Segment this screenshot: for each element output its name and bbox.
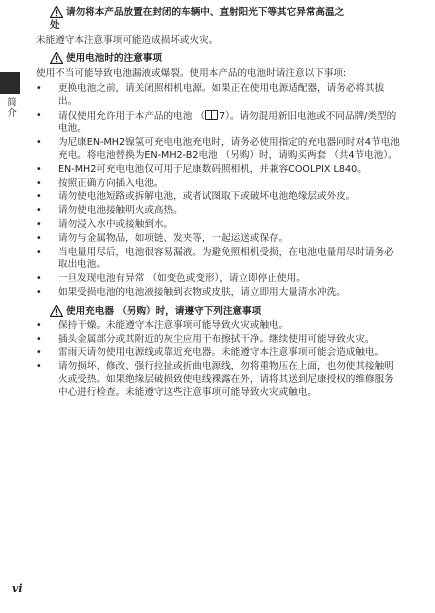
warning-heading-high-temperature: [36, 6, 400, 32]
warning-triangle-icon: [50, 6, 63, 18]
page-content: [36, 6, 400, 404]
list-item: • 为尼康EN-MH2镍氢可充电电池充电时，请务必使用指定的充电器同时对4节电池充电。将电池替换为EN-MH2-B2电池 （另购）时，请购买两套 （共4节电池）。: [36, 137, 400, 163]
list-item: • 请勿损坏、修改、强行拉扯或折曲电源线，勿将重物压在上面，也勿使其接触明火或受热。如果绝缘层破损致使电线裸露在外，请将其送到尼康授权的维修服务中心进行检查。未能遵守这些注意事项可能导致火灾或触电。: [36, 361, 400, 399]
battery-precautions-list: [36, 83, 400, 300]
list-item: • 更换电池之前，请关闭照相机电源。如果正在使用电源适配器，请务必将其拔出。: [36, 83, 400, 109]
bullet-text: 请仅使用允许用于本产品的电池 （: [58, 110, 205, 122]
list-item: • 请勿使电池接触明火或高热。: [36, 205, 400, 218]
charger-heading-text: 使用充电器 （另购）时，请遵守下列注意事项: [66, 305, 262, 317]
warning-triangle-icon: [50, 52, 63, 64]
battery-intro: 使用不当可能导致电池漏液或爆裂。使用本产品的电池时请注意以下事项:: [36, 68, 347, 79]
section-tab-marker: [0, 72, 20, 94]
list-item: • 请勿与金属物品，如项链、发夹等，一起运送或保存。: [36, 233, 400, 246]
heading-line-1: 请勿将本产品放置在封闭的车辆中、直射阳光下等其它异常高温之: [66, 7, 345, 18]
warning-heading-battery: [36, 52, 400, 65]
list-item: [36, 110, 400, 137]
list-item: • EN-MH2可充电电池仅可用于尼康数码照相机，并兼容COOLPIX L840。: [36, 164, 400, 177]
warning-heading-charger: [36, 305, 400, 318]
list-item: • 保持干燥。未能遵守本注意事项可能导致火灾或触电。: [36, 320, 400, 333]
charger-precautions-list: [36, 320, 400, 400]
book-reference-icon: [205, 110, 218, 120]
page-reference: 7: [218, 110, 226, 122]
page-number: vi: [12, 582, 23, 595]
heading-line-2: 处: [50, 20, 60, 31]
list-item: • 当电量用尽后，电池很容易漏液。为避免照相机受损，在电池电量用尽时请务必取出电池。: [36, 247, 400, 273]
list-item: • 请勿使电池短路或拆解电池，或者试图取下或破坏电池绝缘层或外皮。: [36, 191, 400, 204]
list-item: • 如果受损电池的电池液接触到衣物或皮肤，请立即用大量清水冲洗。: [36, 287, 400, 300]
warning-triangle-icon: [50, 305, 63, 317]
list-item: • 雷雨天请勿使用电源线或靠近充电器。未能遵守本注意事项可能会造成触电。: [36, 347, 400, 360]
list-item: • 插头金属部分或其附近的灰尘应用干布擦拭干净。继续使用可能导致火灾。: [36, 334, 400, 347]
bullet-text-tail: ）。请勿混用新旧电池或不同品牌/类型的电池。: [58, 110, 397, 135]
high-temperature-body: 未能遵守本注意事项可能造成损坏或火灾。: [36, 35, 219, 46]
list-item: • 一旦发现电池有异常 （如变色或变形），请立即停止使用。: [36, 273, 400, 286]
section-tab-label: 简介: [5, 97, 16, 118]
list-item: • 请勿浸入水中或接触到水。: [36, 219, 400, 232]
list-item: • 按照正确方向插入电池。: [36, 178, 400, 191]
battery-heading-text: 使用电池时的注意事项: [66, 53, 162, 64]
